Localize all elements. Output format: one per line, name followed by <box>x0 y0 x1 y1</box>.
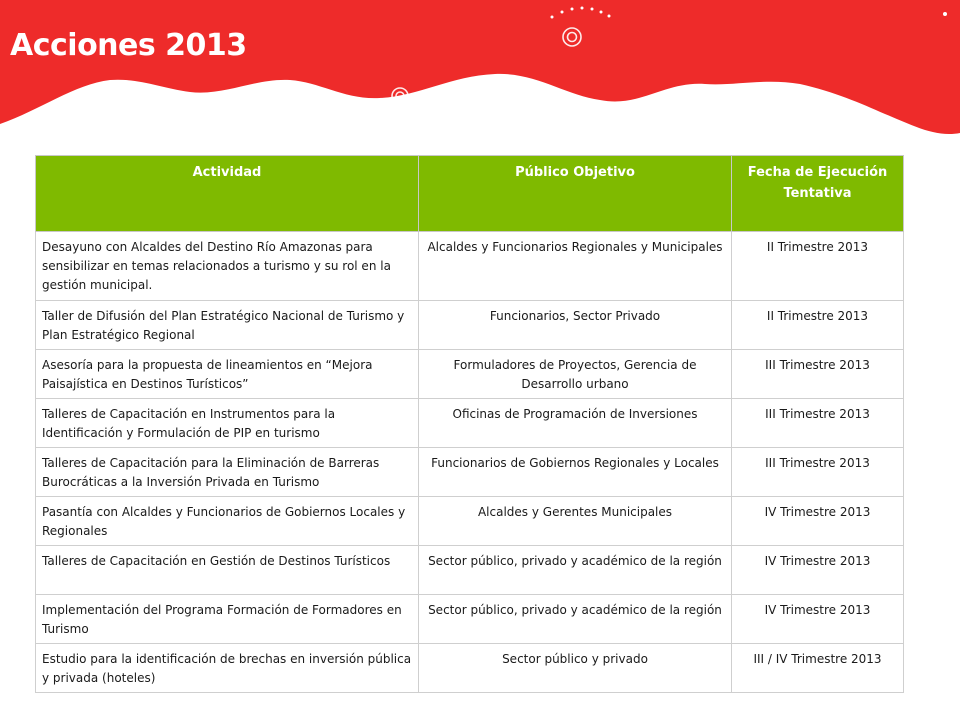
cell-actividad: Talleres de Capacitación en Instrumentos para la Identificación y Formulación de PIP en turismo <box>36 399 419 448</box>
table-row <box>36 232 904 301</box>
table-row <box>36 644 904 693</box>
banner-wave <box>0 0 960 134</box>
cell-fecha: II Trimestre 2013 <box>732 232 904 301</box>
column-header-fecha: Fecha de Ejecución Tentativa <box>732 156 904 232</box>
cell-fecha: IV Trimestre 2013 <box>732 546 904 595</box>
table-row <box>36 448 904 497</box>
actions-table <box>35 155 904 693</box>
table-row <box>36 301 904 350</box>
cell-actividad: Taller de Difusión del Plan Estratégico Nacional de Turismo y Plan Estratégico Regional <box>36 301 419 350</box>
actions-table-container <box>35 155 903 693</box>
cell-publico: Formuladores de Proyectos, Gerencia de Desarrollo urbano <box>419 350 732 399</box>
cell-publico: Sector público y privado <box>419 644 732 693</box>
cell-actividad: Talleres de Capacitación para la Eliminación de Barreras Burocráticas a la Inversión Privada en Turismo <box>36 448 419 497</box>
cell-actividad: Estudio para la identificación de brechas en inversión pública y privada (hoteles) <box>36 644 419 693</box>
cell-publico: Sector público, privado y académico de la región <box>419 546 732 595</box>
cell-publico: Alcaldes y Funcionarios Regionales y Municipales <box>419 232 732 301</box>
cell-publico: Funcionarios de Gobiernos Regionales y Locales <box>419 448 732 497</box>
table-row <box>36 595 904 644</box>
cell-actividad: Implementación del Programa Formación de Formadores en Turismo <box>36 595 419 644</box>
cell-fecha: IV Trimestre 2013 <box>732 497 904 546</box>
cell-fecha: IV Trimestre 2013 <box>732 595 904 644</box>
table-row <box>36 350 904 399</box>
cell-fecha: III / IV Trimestre 2013 <box>732 644 904 693</box>
cell-publico: Oficinas de Programación de Inversiones <box>419 399 732 448</box>
column-header-publico-objetivo: Público Objetivo <box>419 156 732 232</box>
cell-actividad: Talleres de Capacitación en Gestión de Destinos Turísticos <box>36 546 419 595</box>
page-title: Acciones 2013 <box>10 28 247 63</box>
cell-fecha: III Trimestre 2013 <box>732 399 904 448</box>
cell-fecha: II Trimestre 2013 <box>732 301 904 350</box>
cell-publico: Sector público, privado y académico de la región <box>419 595 732 644</box>
table-row <box>36 399 904 448</box>
cell-fecha: III Trimestre 2013 <box>732 448 904 497</box>
cell-publico: Alcaldes y Gerentes Municipales <box>419 497 732 546</box>
table-row <box>36 546 904 595</box>
table-row <box>36 497 904 546</box>
cell-publico: Funcionarios, Sector Privado <box>419 301 732 350</box>
column-header-actividad: Actividad <box>36 156 419 232</box>
cell-actividad: Pasantía con Alcaldes y Funcionarios de Gobiernos Locales y Regionales <box>36 497 419 546</box>
cell-actividad: Asesoría para la propuesta de lineamientos en “Mejora Paisajística en Destinos Turísticos” <box>36 350 419 399</box>
cell-actividad: Desayuno con Alcaldes del Destino Río Amazonas para sensibilizar en temas relacionados a turismo y su rol en la gestión municipal. <box>36 232 419 301</box>
cell-fecha: III Trimestre 2013 <box>732 350 904 399</box>
header-banner <box>0 0 960 160</box>
table-header-row <box>36 156 904 232</box>
